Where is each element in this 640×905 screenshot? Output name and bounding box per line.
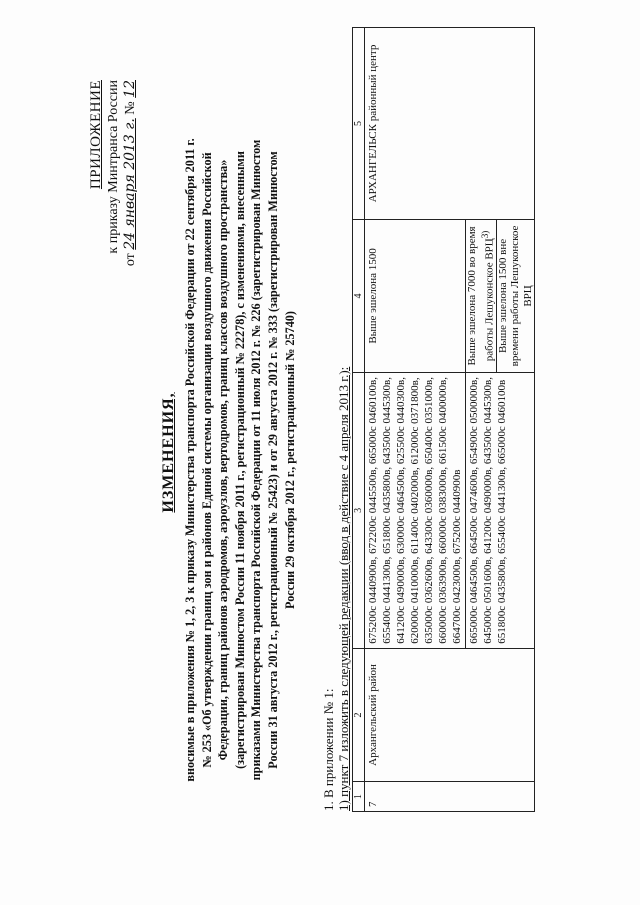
- coord-line: 675200с 0440900в, 672200с 0445500в, 665000с 0460100в,: [367, 377, 379, 644]
- limit-cell-1: Выше эшелона 1500: [365, 219, 466, 372]
- header-cell: 3: [353, 373, 365, 649]
- appendix-title: ПРИЛОЖЕНИЕ: [88, 80, 104, 190]
- appendix-date: 24 января 2013 г.: [122, 118, 138, 250]
- appendix-block: [88, 80, 139, 266]
- intro-line-1: 1. В приложении № 1:: [321, 688, 336, 811]
- center-cell: АРХАНГЕЛЬСК районный центр: [365, 28, 535, 220]
- limit-sub-b: Выше эшелона 1500 вне времени работы Лешуконское ВРЦ: [496, 225, 534, 367]
- footnote-mark: 3): [479, 230, 490, 239]
- coordinates-cell-2: [466, 373, 535, 649]
- subtitle-line: (зарегистрирован Минюстом России 11 ноября 2011 г., регистрационный № 22278), с изменениями, внесенными: [232, 151, 247, 769]
- coord-line: 665000с 0464500в, 664500с 0474600в, 654900с 0500000в,: [468, 377, 480, 644]
- limit-cell-2: [466, 219, 535, 372]
- subtitle-line: № 253 «Об утверждении границ зон и районов Единой системы организации воздушного движения Российской: [199, 152, 214, 768]
- appendix-no-label: №: [123, 101, 138, 115]
- appendix-date-line: [122, 80, 139, 266]
- header-cell: 1: [353, 782, 365, 812]
- coord-line: 651800с 0435800в, 655400с 0441300в, 665000с 0460100в: [496, 379, 508, 644]
- table-row: [365, 28, 466, 812]
- subtitle-line: России 29 октября 2012 г., регистрационный № 25740): [282, 311, 297, 609]
- coord-line: 655400с 0441300в, 651800с 0435800в, 643500с 0445300в,: [381, 377, 393, 644]
- district-cell: Архангельский район: [365, 648, 535, 781]
- subtitle-line: Федерации, границ районов аэродромов, аэроузлов, вертодромов, границ классов воздушного пространства»: [216, 159, 231, 761]
- subtitle-line: России 31 августа 2012 г., регистрационный № 25423) и от 29 августа 2012 г. № 333 (зарегистрирован Минюстом: [265, 151, 280, 769]
- subtitle-line: вносимые в приложения № 1, 2, 3 к приказу Министерства транспорта Российской Федерации от 22 сентября 2011 г.: [183, 138, 197, 782]
- coord-line: 660000с 0363900в, 660000с 0383000в, 661500с 0400000в,: [437, 377, 449, 644]
- coord-line: 645000с 0501600в, 641200с 0490000в, 643500с 0445300в,: [482, 377, 494, 644]
- airspace-table: [352, 27, 535, 812]
- coordinates-cell-1: [365, 373, 466, 649]
- table-header-row: [353, 28, 365, 812]
- header-cell: 2: [353, 648, 365, 781]
- intro-line-2: 1) пункт 7 изложить в следующей редакции (ввод в действие с 4 апреля 2013 г.):: [336, 366, 351, 811]
- intro-block: [321, 367, 351, 811]
- doc-title: ИЗМЕНЕНИЯ,: [160, 392, 177, 513]
- limit-sub-a: [466, 220, 497, 372]
- coord-line: 664700с 0423000в, 675200с 0440900в: [451, 469, 463, 644]
- subtitle-line: приказами Министерства транспорта Российской Федерации от 11 июля 2012 г. № 226 (зарегистрирован Минюстом: [249, 139, 264, 781]
- doc-subtitle: [182, 135, 298, 785]
- appendix-no-value: 12: [122, 80, 138, 98]
- header-cell: 4: [353, 219, 365, 372]
- appendix-from: от: [123, 253, 138, 267]
- appendix-order-line: к приказу Минтранса России: [106, 80, 121, 254]
- coord-line: 641200с 0490000в, 630000с 0464500в, 625500с 0440300в,: [395, 377, 407, 644]
- limit-sub-a-text: Выше эшелона 7000 во время работы Лешуконское ВРЦ: [466, 226, 496, 366]
- row-number: 7: [365, 782, 535, 812]
- header-cell: 5: [353, 28, 365, 220]
- coord-line: 635000с 0362600в, 643300с 0360000в, 650400с 0351000в,: [423, 377, 435, 644]
- coord-line: 620000с 0410000в, 611400с 0402000в, 612000с 0371800в,: [409, 377, 421, 644]
